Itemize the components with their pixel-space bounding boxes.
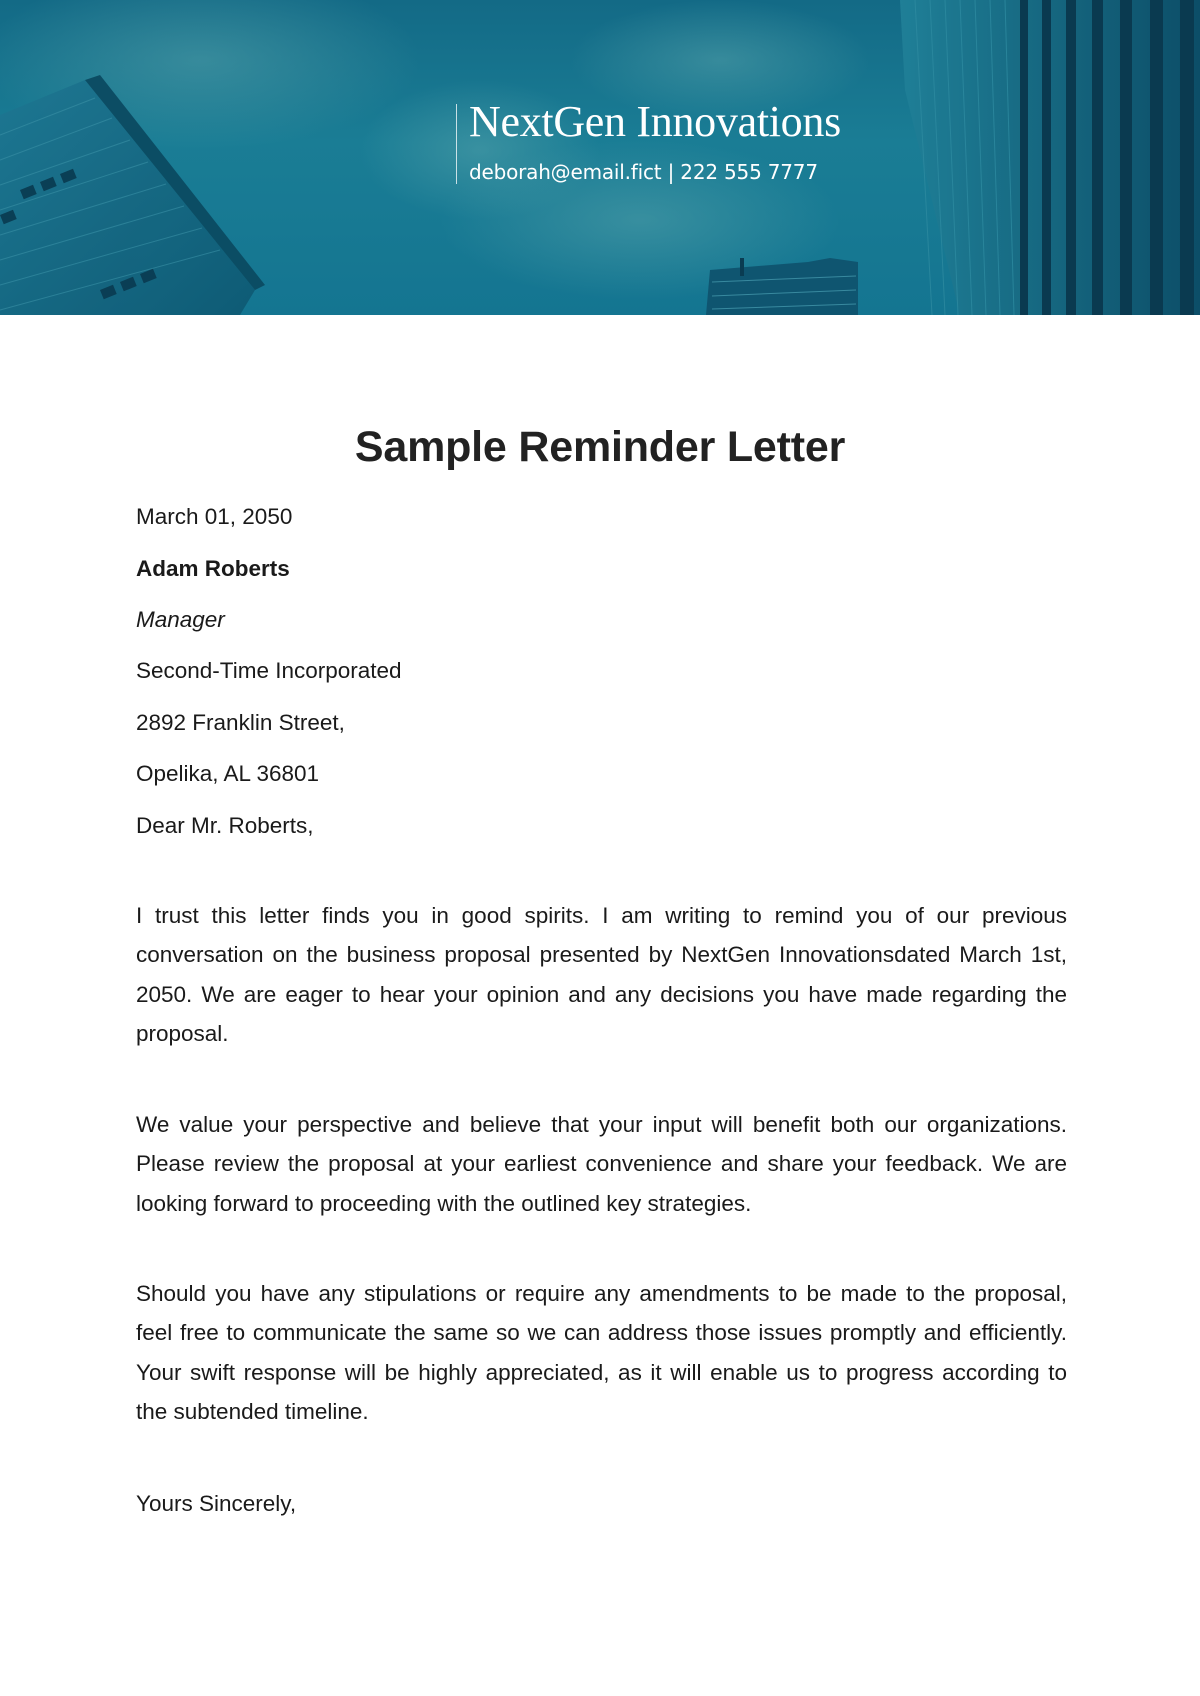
recipient-company: Second-Time Incorporated — [136, 658, 402, 683]
salutation: Dear Mr. Roberts, — [136, 813, 314, 838]
recipient-name: Adam Roberts — [136, 556, 290, 581]
closing: Yours Sincerely, — [136, 1491, 297, 1516]
letter-title: Sample Reminder Letter — [354, 423, 846, 471]
header-banner — [0, 0, 1200, 315]
recipient-position: Manager — [136, 607, 225, 632]
company-name: NextGen Innovations — [469, 97, 841, 146]
body-paragraph-3: Should you have any stipulations or require any amendments to be made to the proposal, feel free to communicate the same so we can address those issues promptly and efficiently. Your swift response will be highly appreciated, as it will enable us to progress according to the subtended timeline. — [136, 1281, 1067, 1424]
recipient-city: Opelika, AL 36801 — [136, 761, 320, 786]
right-building — [900, 0, 1200, 315]
recipient-street: 2892 Franklin Street, — [136, 710, 345, 735]
contact-info: deborah@email.fict | 222 555 7777 — [469, 160, 818, 184]
letter-date: March 01, 2050 — [136, 504, 293, 529]
body-paragraph-1: I trust this letter finds you in good spirits. I am writing to remind you of our previous conversation on the business proposal presented by NextGen Innovationsdated March 1st, 2050. We are eager to hear your opinion and any decisions you have made regarding the proposal. — [136, 903, 1067, 1046]
body-paragraph-2: We value your perspective and believe that your input will benefit both our organizations. Please review the proposal at your earliest convenience and share your feedback. We are looking forward to proceeding with the outlined key strategies. — [136, 1112, 1067, 1216]
header-text-block — [456, 97, 841, 184]
